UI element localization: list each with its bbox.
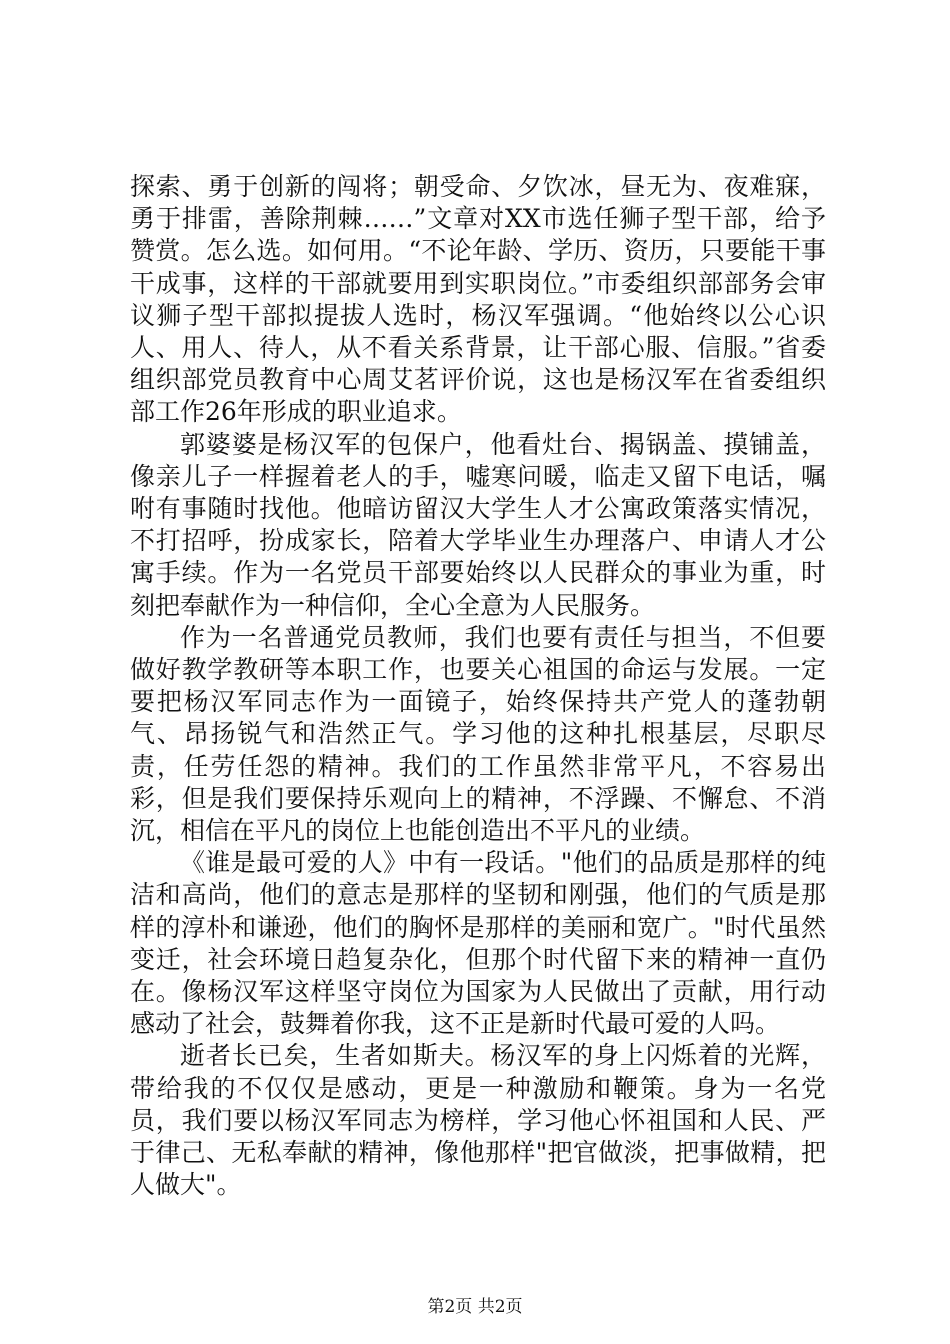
paragraph-2: 郭婆婆是杨汉军的包保户，他看灶台、揭锅盖、摸铺盖，像亲儿子一样握着老人的手，嘘寒问暖，临走又留下电话，嘱咐有事随时找他。他暗访留汉大学生人才公寓政策落实情况，不打招呼，扮成家长，陪着大学毕业生办理落户、申请人才公寓手续。作为一名党员干部要始终以人民群众的事业为重，时刻把奉献作为一种信仰，全心全意为人民服务。	[130, 429, 826, 620]
document-body	[130, 171, 826, 1202]
paragraph-5: 逝者长已矣，生者如斯夫。杨汉军的身上闪烁着的光辉，带给我的不仅仅是感动，更是一种激励和鞭策。身为一名党员，我们要以杨汉军同志为榜样，学习他心怀祖国和人民、严于律己、无私奉献的精神，像他那样"把官做淡，把事做精，把人做大"。	[130, 1041, 826, 1200]
paragraph-1: 探索、勇于创新的闯将；朝受命、夕饮冰，昼无为、夜难寐，勇于排雷，善除荆棘……”文章对XX市选任狮子型干部，给予赞赏。怎么选。如何用。“不论年龄、学历、资历，只要能干事干成事，这样的干部就要用到实职岗位。”市委组织部部务会审议狮子型干部拟提拔人选时，杨汉军强调。“他始终以公心识人、用人、待人，从不看关系背景，让干部心服、信服。”省委组织部党员教育中心周艾茗评价说，这也是杨汉军在省委组织部工作26年形成的职业追求。	[130, 172, 826, 427]
paragraph-3: 作为一名普通党员教师，我们也要有责任与担当，不但要做好教学教研等本职工作，也要关心祖国的命运与发展。一定要把杨汉军同志作为一面镜子，始终保持共产党人的蓬勃朝气、昂扬锐气和浩然正气。学习他的这种扎根基层，尽职尽责，任劳任怨的精神。我们的工作虽然非常平凡，不容易出彩，但是我们要保持乐观向上的精神，不浮躁、不懈怠、不消沉，相信在平凡的岗位上也能创造出不平凡的业绩。	[130, 622, 826, 846]
page-number-footer: 第2页 共2页	[427, 1297, 523, 1317]
paragraph-4: 《谁是最可爱的人》中有一段话。"他们的品质是那样的纯洁和高尚，他们的意志是那样的坚韧和刚强，他们的气质是那样的淳朴和谦逊，他们的胸怀是那样的美丽和宽广。"时代虽然变迁，社会环境日趋复杂化，但那个时代留下来的精神一直仍在。像杨汉军这样坚守岗位为国家为人民做出了贡献，用行动感动了社会，鼓舞着你我，这不正是新时代最可爱的人吗。	[130, 848, 826, 1039]
